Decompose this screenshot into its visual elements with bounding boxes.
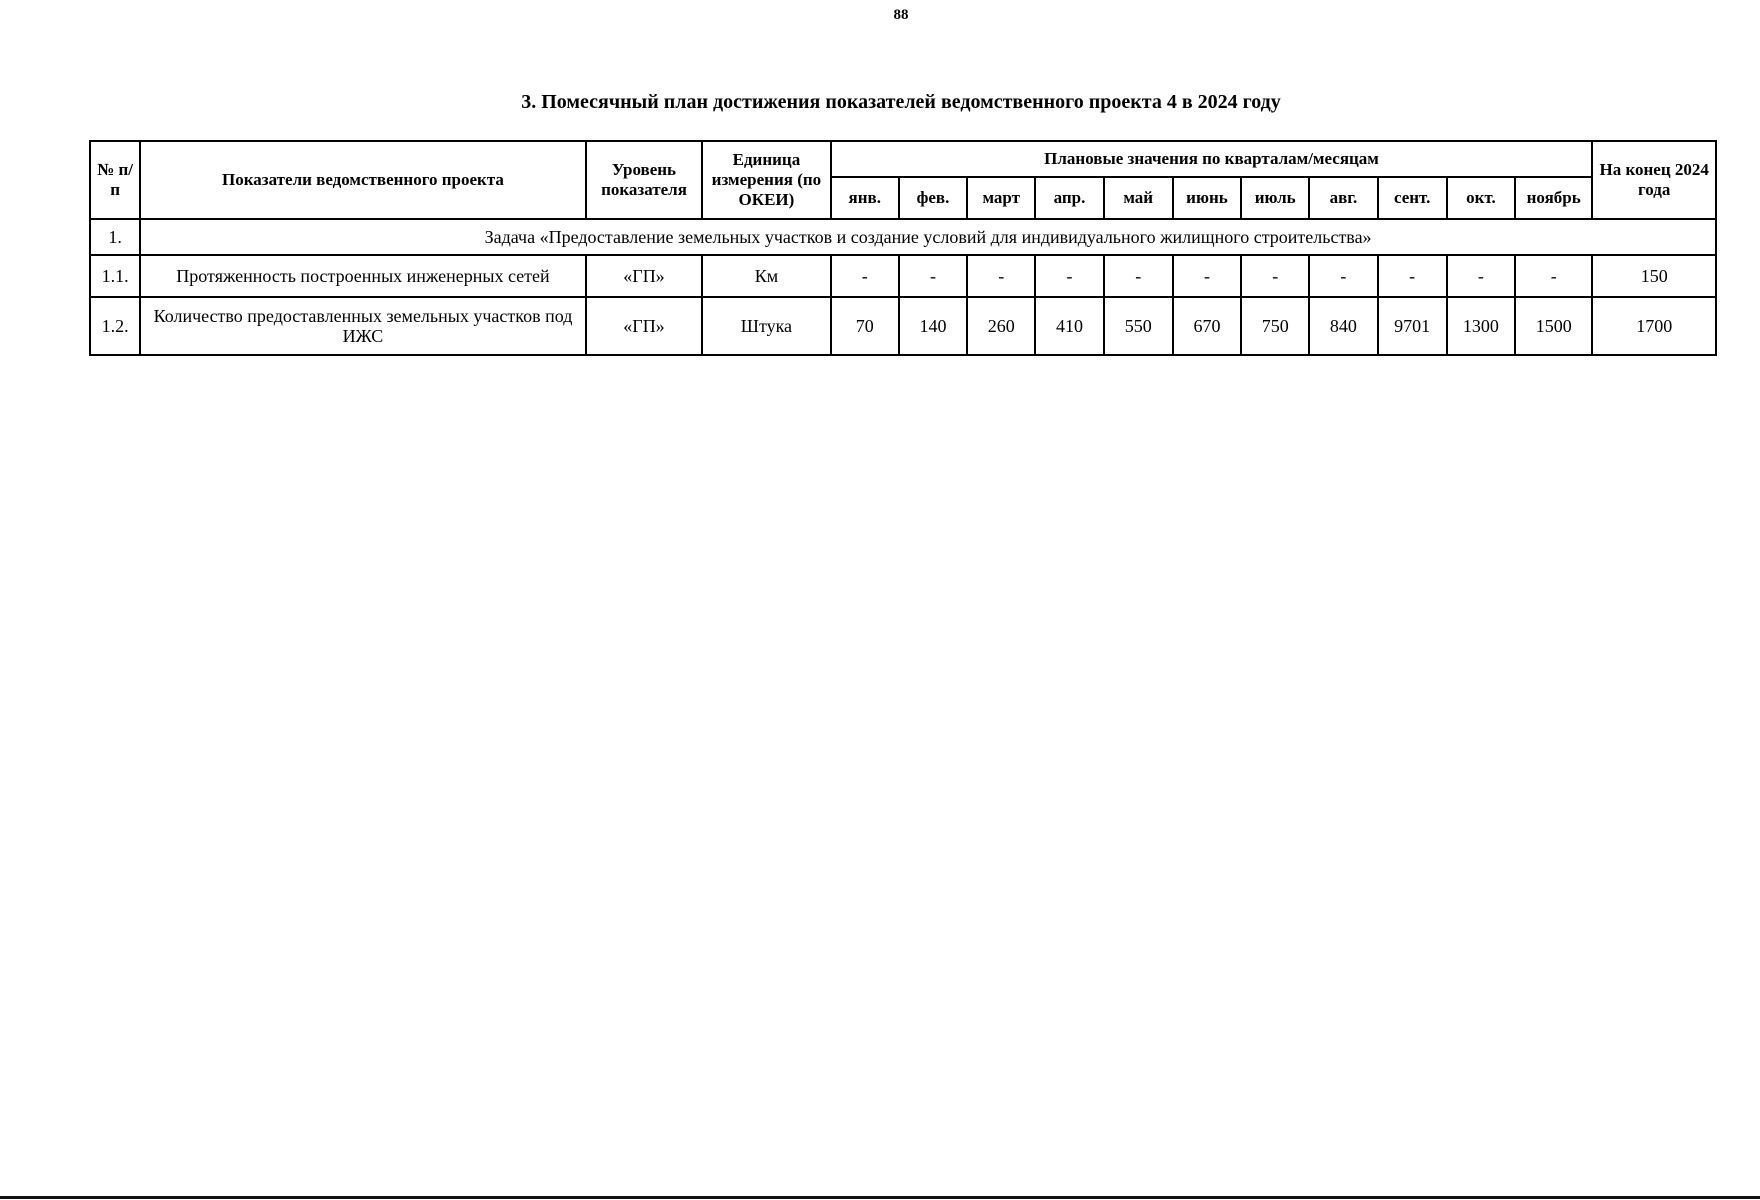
- header-month: сент.: [1378, 177, 1447, 219]
- row-end-of-year: 1700: [1592, 297, 1716, 355]
- row-month-value: -: [899, 255, 967, 297]
- row-unit: Штука: [702, 297, 830, 355]
- row-month-value: -: [1241, 255, 1309, 297]
- header-month: окт.: [1447, 177, 1515, 219]
- page-bottom-rule: [0, 1196, 1760, 1199]
- table-row: [90, 297, 1716, 355]
- task-row: [90, 219, 1716, 255]
- monthly-plan-table: [89, 140, 1717, 356]
- row-month-value: 1500: [1515, 297, 1592, 355]
- document-title: 3. Помесячный план достижения показателей ведомственного проекта 4 в 2024 году: [521, 91, 1281, 113]
- row-month-value: -: [1104, 255, 1173, 297]
- row-month-value: -: [1378, 255, 1447, 297]
- row-month-value: 750: [1241, 297, 1309, 355]
- row-month-value: 70: [831, 297, 899, 355]
- header-num: № п/п: [90, 141, 140, 219]
- header-month: май: [1104, 177, 1173, 219]
- row-month-value: 670: [1173, 297, 1241, 355]
- header-month: июль: [1241, 177, 1309, 219]
- row-month-value: -: [967, 255, 1035, 297]
- header-indicator: Показатели ведомственного проекта: [140, 141, 586, 219]
- header-month: авг.: [1309, 177, 1377, 219]
- table-row: [90, 255, 1716, 297]
- row-month-value: -: [1515, 255, 1592, 297]
- task-text: Задача «Предоставление земельных участков и создание условий для индивидуального жилищного строительства»: [140, 219, 1716, 255]
- row-month-value: -: [831, 255, 899, 297]
- header-row-1: [90, 141, 1716, 177]
- header-month: апр.: [1035, 177, 1103, 219]
- row-num: 1.2.: [90, 297, 140, 355]
- row-unit: Км: [702, 255, 830, 297]
- header-month: ноябрь: [1515, 177, 1592, 219]
- header-month: янв.: [831, 177, 899, 219]
- row-month-value: 840: [1309, 297, 1377, 355]
- header-level: Уровень показателя: [586, 141, 702, 219]
- row-level: «ГП»: [586, 255, 702, 297]
- header-month: фев.: [899, 177, 967, 219]
- header-end-of-year: На конец 2024 года: [1592, 141, 1716, 219]
- row-num: 1.1.: [90, 255, 140, 297]
- task-num: 1.: [90, 219, 140, 255]
- row-month-value: -: [1035, 255, 1103, 297]
- row-month-value: -: [1447, 255, 1515, 297]
- row-month-value: 9701: [1378, 297, 1447, 355]
- row-month-value: -: [1309, 255, 1377, 297]
- row-month-value: 550: [1104, 297, 1173, 355]
- header-planned-values: Плановые значения по кварталам/месяцам: [831, 141, 1593, 177]
- header-month: июнь: [1173, 177, 1241, 219]
- row-month-value: -: [1173, 255, 1241, 297]
- row-indicator: Количество предоставленных земельных участков под ИЖС: [140, 297, 586, 355]
- page-number: 88: [893, 7, 909, 23]
- header-month: март: [967, 177, 1035, 219]
- row-month-value: 140: [899, 297, 967, 355]
- row-month-value: 410: [1035, 297, 1103, 355]
- row-month-value: 260: [967, 297, 1035, 355]
- row-level: «ГП»: [586, 297, 702, 355]
- row-month-value: 1300: [1447, 297, 1515, 355]
- header-unit: Единица измерения (по ОКЕИ): [702, 141, 830, 219]
- row-end-of-year: 150: [1592, 255, 1716, 297]
- row-indicator: Протяженность построенных инженерных сетей: [140, 255, 586, 297]
